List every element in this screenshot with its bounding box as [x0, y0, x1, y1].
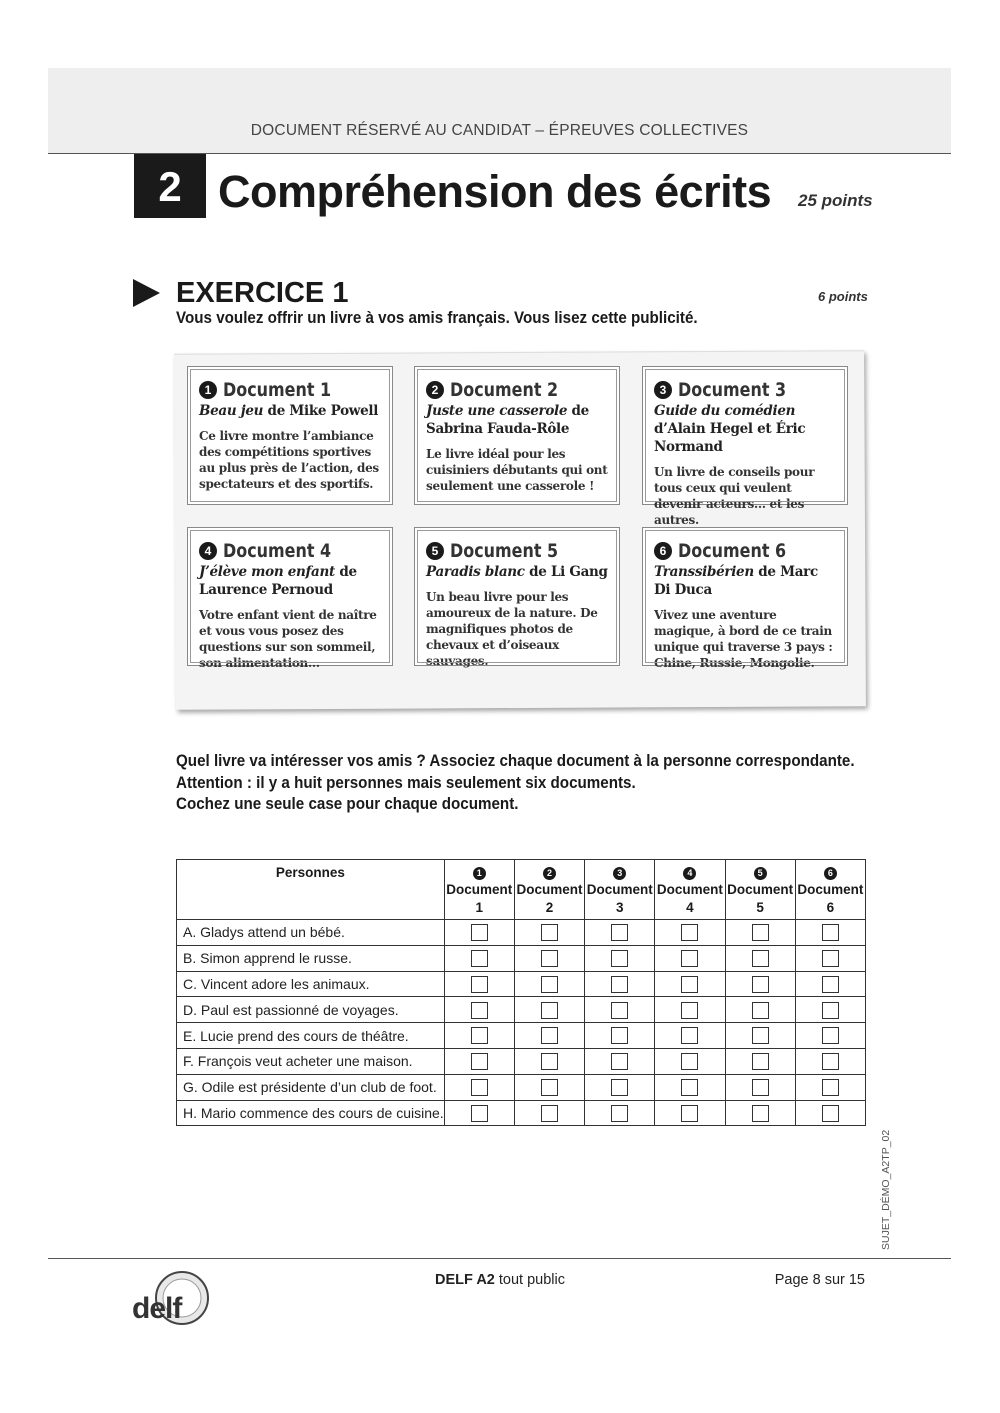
answer-checkbox[interactable] [681, 1027, 698, 1044]
book-author: de Sabrina Fauda-Rôle [426, 403, 589, 437]
book-author: de Li Gang [524, 564, 608, 580]
table-row [177, 945, 866, 971]
answer-checkbox[interactable] [611, 1027, 628, 1044]
answer-cell [655, 1074, 725, 1100]
doc-number-badge: 4 [683, 867, 696, 880]
doc-number-badge: 3 [613, 867, 626, 880]
instruction-line-2: Attention : il y a huit personnes mais seulement six documents. [176, 773, 636, 792]
doc-word: Document [446, 882, 513, 897]
doc-col-label: 2 [545, 900, 554, 915]
answer-checkbox[interactable] [681, 1079, 698, 1096]
instruction-line-1: Quel livre va intéresser vos amis ? Associez chaque document à la personne correspondante. [176, 752, 855, 770]
answer-cell [795, 1023, 865, 1049]
book-title: Paradis blanc [426, 564, 525, 580]
doc-number-badge: 2 [543, 867, 556, 880]
answer-checkbox[interactable] [471, 1079, 488, 1096]
doc-description: Votre enfant vient de naître et vous vous posez des questions sur son sommeil, son alimentation… [199, 608, 377, 670]
doc-word: Document [797, 882, 864, 897]
answer-checkbox[interactable] [681, 1053, 698, 1070]
column-header-document-3 [585, 860, 655, 920]
doc-description: Le livre idéal pour les cuisiniers débutants qui ont seulement une casserole ! [426, 447, 608, 493]
answer-checkbox[interactable] [611, 950, 628, 967]
answer-checkbox[interactable] [822, 950, 839, 967]
person-label: C. Vincent adore les animaux. [177, 971, 445, 997]
doc-word: Document [516, 882, 583, 897]
person-label: G. Odile est présidente d’un club de foot. [177, 1074, 445, 1100]
document-code: SUJET_DÉMO_A2TP_02 [880, 1129, 892, 1250]
doc-book [654, 402, 838, 456]
answer-cell [444, 920, 514, 946]
answer-cell [655, 1048, 725, 1074]
doc-col-label: 1 [475, 900, 484, 915]
svg-text:delf: delf [132, 1292, 182, 1325]
answer-checkbox[interactable] [471, 1002, 488, 1019]
answer-checkbox[interactable] [471, 1027, 488, 1044]
answer-cell [444, 1023, 514, 1049]
answer-checkbox[interactable] [752, 924, 769, 941]
exercise-arrow-icon [133, 279, 160, 307]
answer-cell [514, 1023, 584, 1049]
person-label: E. Lucie prend des cours de théâtre. [177, 1023, 445, 1049]
answer-cell [795, 1100, 865, 1126]
doc-number-badge: 2 [426, 381, 444, 399]
person-label: H. Mario commence des cours de cuisine. [177, 1100, 445, 1126]
document-card-3 [642, 366, 848, 527]
answer-cell [585, 1023, 655, 1049]
answer-checkbox[interactable] [541, 976, 558, 993]
answer-checkbox[interactable] [541, 1079, 558, 1096]
answer-cell [444, 1048, 514, 1074]
doc-book [199, 402, 383, 420]
answer-cell [725, 920, 795, 946]
book-title: Juste une casserole [426, 403, 568, 419]
answer-cell [795, 920, 865, 946]
answer-cell [444, 1074, 514, 1100]
header-band-text: DOCUMENT RÉSERVÉ AU CANDIDAT – ÉPREUVES COLLECTIVES [250, 122, 749, 139]
section-number: 2 [134, 154, 206, 218]
answer-cell [795, 1048, 865, 1074]
answer-cell [795, 997, 865, 1023]
doc-number-badge: 6 [824, 867, 837, 880]
answer-checkbox[interactable] [541, 950, 558, 967]
footer-page-number: Page 8 sur 15 [774, 1272, 865, 1288]
person-label: D. Paul est passionné de voyages. [177, 997, 445, 1023]
answer-checkbox[interactable] [681, 1105, 698, 1122]
answer-cell [655, 920, 725, 946]
answer-cell [795, 971, 865, 997]
answer-cell [725, 1074, 795, 1100]
table-header-row [177, 860, 866, 920]
answer-checkbox[interactable] [822, 1027, 839, 1044]
doc-book [654, 563, 838, 599]
document-card-6 [642, 527, 848, 670]
answer-cell [514, 1100, 584, 1126]
doc-number-badge: 5 [426, 542, 444, 560]
answer-checkbox[interactable] [681, 1002, 698, 1019]
book-author: de Mike Powell [263, 403, 379, 419]
doc-title: Document 1 [223, 379, 332, 401]
answer-cell [444, 1100, 514, 1126]
document-card-4 [187, 527, 393, 670]
answer-checkbox[interactable] [822, 976, 839, 993]
table-row [177, 1100, 866, 1126]
answer-checkbox[interactable] [541, 924, 558, 941]
answer-cell [655, 1100, 725, 1126]
person-label: A. Gladys attend un bébé. [177, 920, 445, 946]
book-title: Beau jeu [199, 403, 264, 419]
answer-checkbox[interactable] [611, 976, 628, 993]
answer-cell [725, 971, 795, 997]
column-header-document-2 [514, 860, 584, 920]
answer-cell [585, 997, 655, 1023]
instruction-line-3: Cochez une seule case pour chaque document. [176, 795, 519, 813]
answer-checkbox[interactable] [752, 1105, 769, 1122]
answer-cell [585, 1074, 655, 1100]
section-title: Compréhension des écrits [218, 166, 772, 217]
answer-cell [655, 945, 725, 971]
doc-word: Document [727, 882, 794, 897]
answer-checkbox[interactable] [471, 1105, 488, 1122]
doc-col-label: 3 [615, 900, 624, 915]
answer-checkbox[interactable] [681, 950, 698, 967]
doc-word: Document [656, 882, 723, 897]
answer-checkbox[interactable] [822, 924, 839, 941]
document-card-2 [414, 366, 620, 505]
doc-description: Ce livre montre l’ambiance des compétitions sportives au plus près de l’action, des spectateurs et des sportifs. [199, 429, 379, 491]
answer-cell [514, 997, 584, 1023]
answer-cell [725, 1048, 795, 1074]
doc-number-badge: 1 [473, 867, 486, 880]
answer-checkbox[interactable] [822, 1079, 839, 1096]
answer-checkbox[interactable] [541, 1002, 558, 1019]
answer-cell [725, 945, 795, 971]
exercise-title: EXERCICE 1 [176, 277, 349, 309]
doc-title: Document 5 [450, 540, 559, 562]
answer-cell [725, 1023, 795, 1049]
document-card-1 [187, 366, 393, 505]
footer-divider [48, 1258, 951, 1259]
answer-checkbox[interactable] [471, 976, 488, 993]
answer-cell [514, 971, 584, 997]
table-row [177, 971, 866, 997]
answer-table [176, 859, 866, 1126]
answer-cell [444, 945, 514, 971]
answer-checkbox[interactable] [822, 1002, 839, 1019]
document-card-5 [414, 527, 620, 666]
answer-checkbox[interactable] [611, 1079, 628, 1096]
answer-checkbox[interactable] [611, 1002, 628, 1019]
answer-checkbox[interactable] [471, 1053, 488, 1070]
book-title: J’élève mon enfant [199, 564, 335, 580]
footer-exam-name: DELF A2 [434, 1272, 495, 1288]
answer-cell [444, 971, 514, 997]
doc-book [426, 563, 610, 581]
answer-checkbox[interactable] [752, 1002, 769, 1019]
doc-number-badge: 3 [654, 381, 672, 399]
doc-description: Vivez une aventure magique, à bord de ce train unique qui traverse 3 pays : Chine, Russie, Mongolie. [654, 608, 833, 670]
doc-title: Document 6 [678, 540, 787, 562]
persons-header: Personnes [177, 860, 445, 920]
doc-col-label: 4 [686, 900, 694, 915]
answer-cell [514, 1074, 584, 1100]
answer-checkbox[interactable] [611, 1053, 628, 1070]
answer-checkbox[interactable] [611, 1105, 628, 1122]
answer-cell [444, 997, 514, 1023]
answer-checkbox[interactable] [541, 1027, 558, 1044]
doc-word: Document [586, 882, 653, 897]
section-points: 25 points [798, 191, 873, 210]
doc-book [199, 563, 383, 599]
book-author: de Marc Di Duca [654, 564, 818, 598]
doc-book [426, 402, 610, 438]
book-title: Guide du comédien [654, 403, 796, 419]
doc-title: Document 3 [678, 379, 787, 401]
header-band [48, 68, 951, 154]
answer-cell [655, 997, 725, 1023]
doc-number-badge: 1 [199, 381, 217, 399]
column-header-document-4 [655, 860, 725, 920]
answer-checkbox[interactable] [752, 1079, 769, 1096]
book-author: d’Alain Hegel et Éric Normand [654, 421, 806, 455]
answer-cell [585, 1048, 655, 1074]
answer-checkbox[interactable] [681, 924, 698, 941]
answer-checkbox[interactable] [611, 924, 628, 941]
answer-checkbox[interactable] [681, 976, 698, 993]
doc-description: Un beau livre pour les amoureux de la nature. De magnifiques photos de chevaux et d’oiseaux sauvages. [426, 590, 598, 668]
column-header-document-1 [444, 860, 514, 920]
answer-cell [725, 1100, 795, 1126]
answer-cell [795, 945, 865, 971]
person-label: F. François veut acheter une maison. [177, 1048, 445, 1074]
doc-description: Un livre de conseils pour tous ceux qui veulent devenir acteurs… et les autres. [654, 465, 815, 527]
answer-cell [585, 971, 655, 997]
answer-checkbox[interactable] [822, 1053, 839, 1070]
answer-checkbox[interactable] [541, 1053, 558, 1070]
person-label: B. Simon apprend le russe. [177, 945, 445, 971]
doc-number-badge: 5 [754, 867, 767, 880]
footer-exam-suffix: tout public [494, 1272, 566, 1288]
column-header-document-5 [725, 860, 795, 920]
answer-cell [585, 945, 655, 971]
answer-cell [655, 971, 725, 997]
table-row [177, 1048, 866, 1074]
answer-checkbox[interactable] [752, 950, 769, 967]
answer-cell [514, 945, 584, 971]
doc-title: Document 2 [450, 379, 559, 401]
doc-title: Document 4 [223, 540, 332, 562]
answer-checkbox[interactable] [822, 1105, 839, 1122]
answer-checkbox[interactable] [752, 976, 769, 993]
answer-cell [514, 920, 584, 946]
exercise-intro: Vous voulez offrir un livre à vos amis français. Vous lisez cette publicité. [176, 309, 698, 327]
table-row [177, 1023, 866, 1049]
instructions [176, 751, 855, 816]
doc-col-label: 5 [756, 900, 764, 915]
table-row [177, 997, 866, 1023]
answer-cell [725, 997, 795, 1023]
table-row [177, 1074, 866, 1100]
answer-checkbox[interactable] [541, 1105, 558, 1122]
doc-col-label: 6 [826, 900, 835, 915]
column-header-document-6 [795, 860, 865, 920]
doc-number-badge: 4 [199, 542, 217, 560]
answer-cell [655, 1023, 725, 1049]
doc-number-badge: 6 [654, 542, 672, 560]
book-author: de Laurence Pernoud [199, 564, 357, 598]
answer-checkbox[interactable] [752, 1053, 769, 1070]
answer-cell [585, 920, 655, 946]
answer-cell [585, 1100, 655, 1126]
answer-cell [514, 1048, 584, 1074]
answer-cell [795, 1074, 865, 1100]
answer-checkbox[interactable] [471, 924, 488, 941]
book-title: Transsibérien [654, 564, 754, 580]
table-row [177, 920, 866, 946]
answer-checkbox[interactable] [752, 1027, 769, 1044]
answer-checkbox[interactable] [471, 950, 488, 967]
exercise-points: 6 points [818, 289, 868, 304]
